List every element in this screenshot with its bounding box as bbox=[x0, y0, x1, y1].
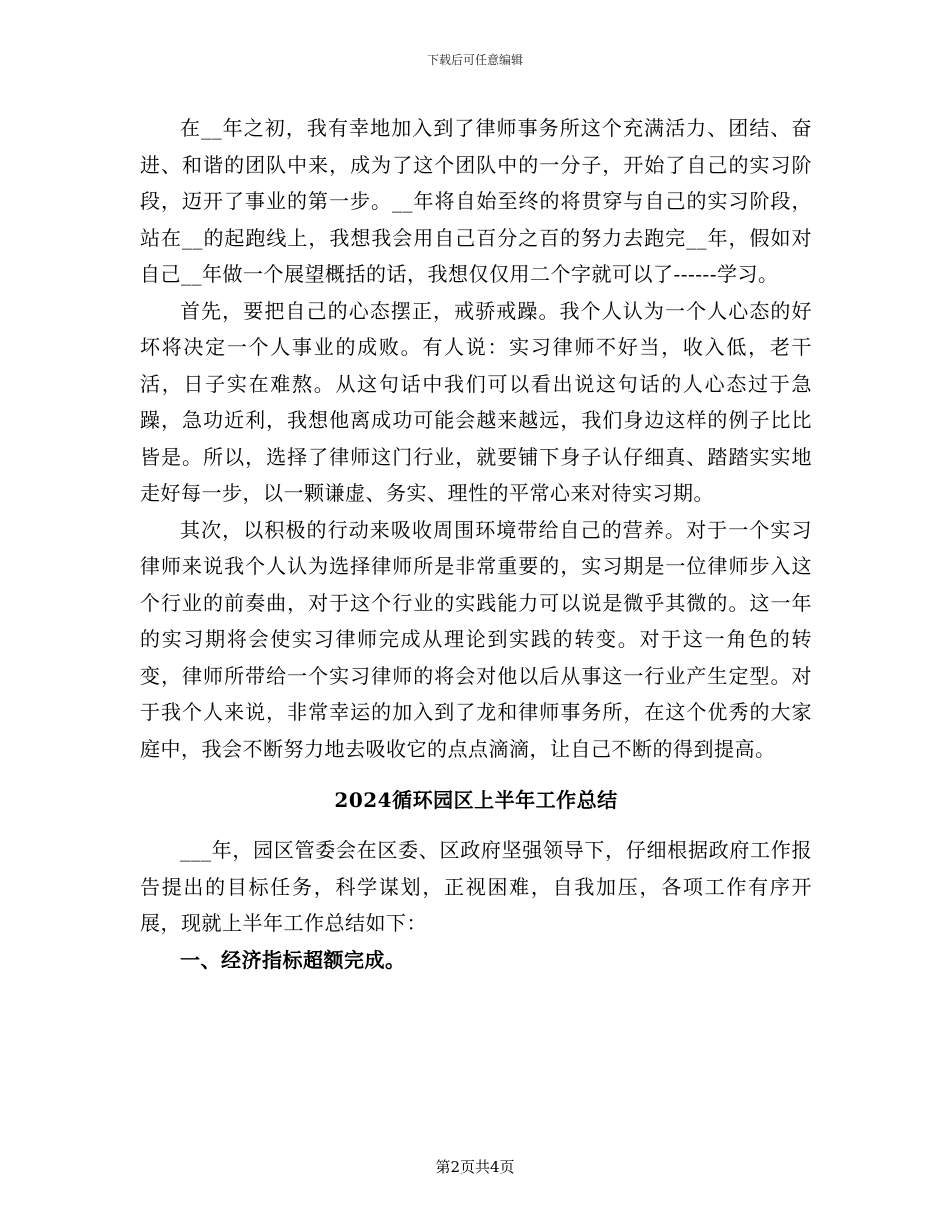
body-paragraph: 在__年之初，我有幸地加入到了律师事务所这个充满活力、团结、奋进、和谐的团队中来，成为了这个团队中的一分子，开始了自己的实习阶段，迈开了事业的第一步。__年将自始至终的将贯穿与自己的实习阶段，站在__的起跑线上，我想我会用自己百分之百的努力去跑完__年，假如对自己__年做一个展望概括的话，我想仅仅用二个字就可以了------学习。 bbox=[140, 116, 812, 286]
document-title: 2024循环园区上半年工作总结 bbox=[334, 788, 618, 812]
document-body bbox=[140, 110, 812, 978]
section-heading: 一、经济指标超额完成。 bbox=[180, 947, 406, 972]
intro-paragraph: ___年，园区管委会在区委、区政府坚强领导下，仔细根据政府工作报告提出的目标任务，科学谋划，正视困难，自我加压，各项工作有序开展，现就上半年工作总结如下： bbox=[140, 838, 812, 935]
page-number: 第2页共4页 bbox=[435, 1158, 515, 1176]
page-header: 下载后可任意编辑 bbox=[426, 53, 523, 67]
body-paragraph: 其次，以积极的行动来吸收周围环境带给自己的营养。对于一个实习律师来说我个人认为选择律师所是非常重要的，实习期是一位律师步入这个行业的前奏曲，对于这个行业的实践能力可以说是微乎其微的。这一年的实习期将会使实习律师完成从理论到实践的转变。对于这一角色的转变，律师所带给一个实习律师的将会对他以后从事这一行业产生定型。对于我个人来说，非常幸运的加入到了龙和律师事务所，在这个优秀的大家庭中，我会不断努力地去吸收它的点点滴滴，让自己不断的得到提高。 bbox=[140, 517, 812, 761]
body-paragraph: 首先，要把自己的心态摆正，戒骄戒躁。我个人认为一个人心态的好坏将决定一个人事业的成败。有人说：实习律师不好当，收入低，老干活，日子实在难熬。从这句话中我们可以看出说这句话的人心态过于急躁，急功近利，我想他离成功可能会越来越远，我们身边这样的例子比比皆是。所以，选择了律师这门行业，就要铺下身子认仔细真、踏踏实实地走好每一步，以一颗谦虚、务实、理性的平常心来对待实习期。 bbox=[140, 298, 812, 505]
